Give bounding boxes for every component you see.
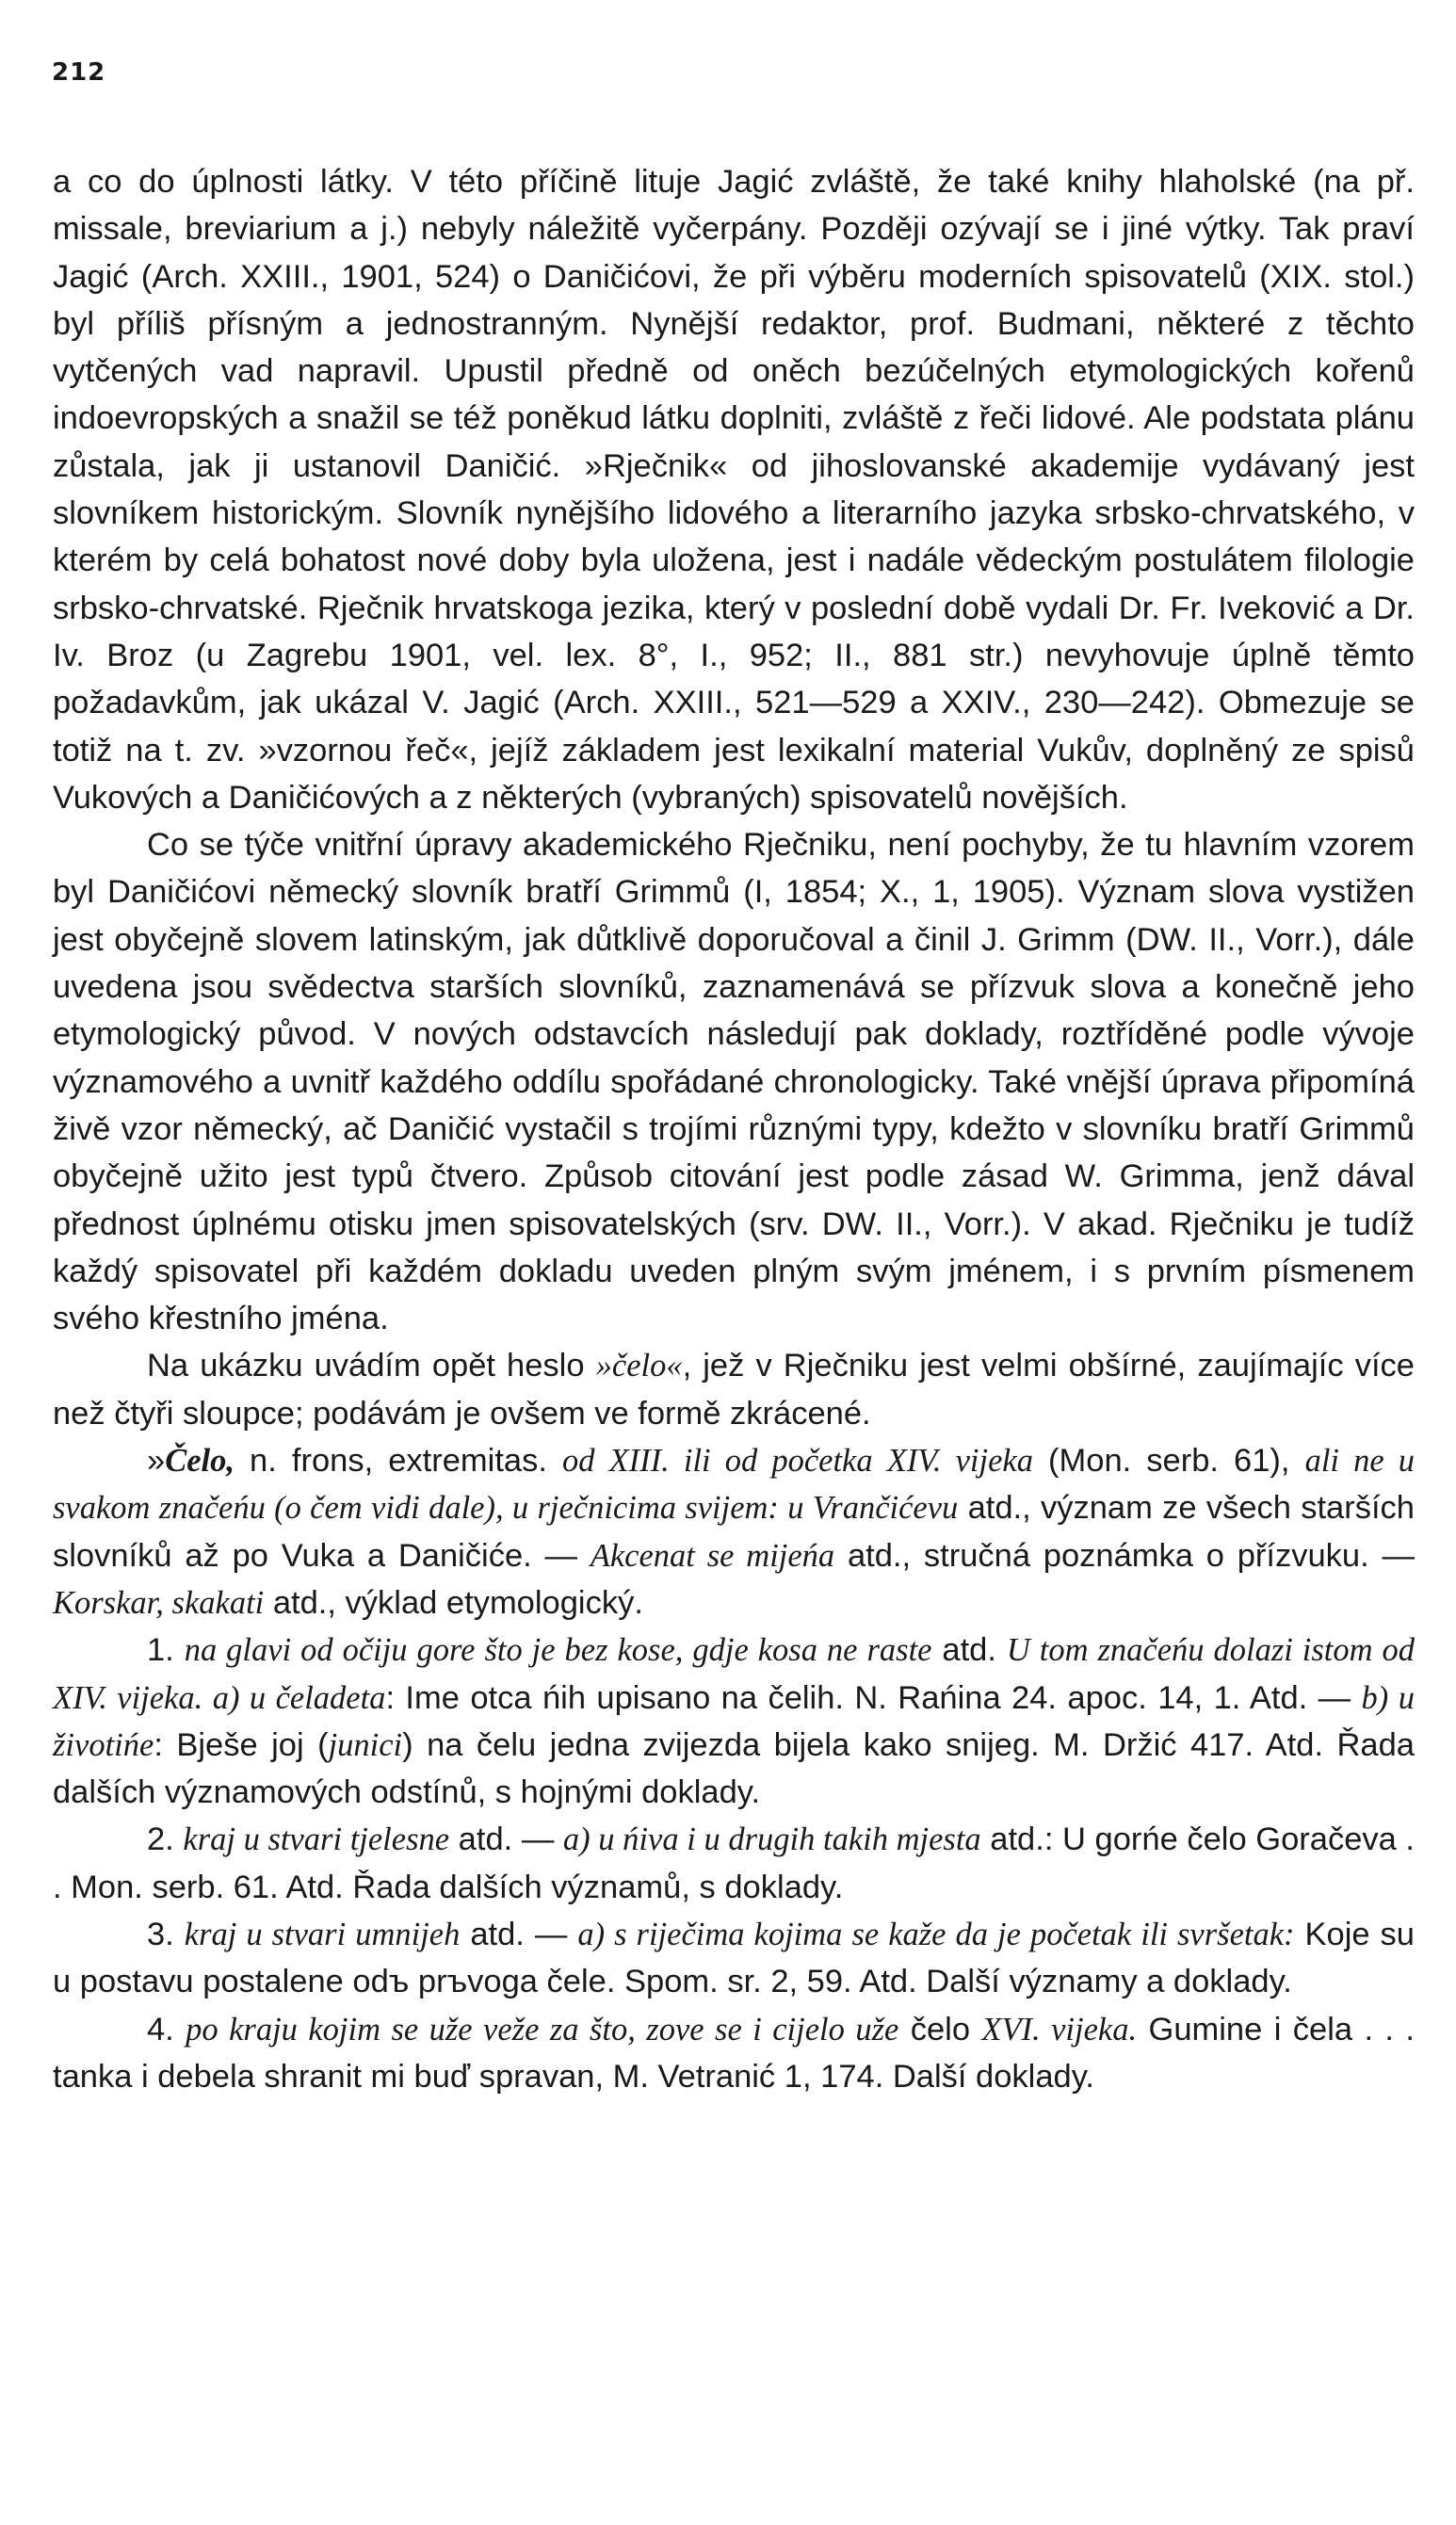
text-run: atd.: U gorńe čelo Goračeva . . Mon. serb. 61. Atd. Řada dalších významů, s doklady. [53, 1821, 1416, 1905]
text-run: atd. [931, 1632, 1007, 1669]
text-run: XVI. vijeka. [981, 2011, 1138, 2048]
text-run: : Ime otca ńih upisano na čelih. N. Rańina 24. apoc. 14, 1. Atd. — [385, 1679, 1362, 1716]
text-run: Čelo, [165, 1443, 235, 1480]
text-run: a co do úplnosti látky. V této příčině lituje Jagić zvláště, že také knihy hlaholské (na př. missale, breviarium a j.) nebyly náležitě vyčerpány. Později ozývají se i jiné výtky. Tak praví Jagić (Arch. XXIII., 1901, 524) o Daničićovi, že při výběru moderních spisovatelů (XIX. stol.) byl příliš přísným a jednostranným. Nynější redaktor, prof. Budmani, některé z těchto vytčených vad napravil. Upustil předně od oněch bezúčelných etymologických kořenů indoevropských a snažil se též poněkud látku doplniti, zvláště z řeči lidové. Ale podstata plánu zůstala, jak ji ustanovil Daničić. »Rječnik« od jihoslovanské akademije vydávaný jest slovníkem historickým. Slovník nynějšího lidového a literarního jazyka srbsko-chrvatského, v kterém by celá bohatost nové doby byla uložena, jest i nadále vědeckým postulátem filologie srbsko-chrvatské. Rječnik hrvatskoga jezika, který v poslední době vydali Dr. Fr. Iveković a Dr. Iv. Broz (u Zagrebu 1901, vel. lex. 8°, I., 952; II., 881 str.) nevyhovuje úplně těmto požadavkům, jak ukázal V. Jagić (Arch. XXIII., 521—529 a XXIV., 230—242). Obmezuje se totiž na t. zv. »vzornou řeč«, jejíž základem jest lexikalní material Vukův, doplněný ze spisů Vukových a Daničićových a z některých (vybraných) spisovatelů novějších. [53, 164, 1415, 816]
text-run: »čelo« [595, 1348, 683, 1384]
text-run: a) s riječima kojima se kaže da je početak ili svršetak: [577, 1916, 1295, 1952]
paragraph-8 [53, 2006, 1415, 2101]
text-run: Akcenat se mijeńa [590, 1537, 835, 1574]
paragraph-6 [53, 1816, 1415, 1911]
text-run: atd., význam ze všech starších slovníků až po Vuka a Daničiće. — [53, 1490, 1415, 1574]
text-run: : Bješe joj ( [154, 1726, 329, 1763]
text-run: junici [328, 1726, 403, 1763]
text-run: , jež v Rječniku jest velmi obšírné, zaujímajíc více než čtyři sloupce; podávám je ovšem ve formě zkrácené. [53, 1348, 1415, 1432]
text-run: atd., výklad etymologický. [264, 1584, 643, 1621]
text-run: kraj u stvari tjelesne [183, 1821, 450, 1858]
text-run: čelo [898, 2011, 982, 2048]
paragraph-1 [53, 158, 1415, 821]
text-run: a) u ńiva i u drugih takih mjesta [562, 1821, 981, 1858]
text-run: atd. — [460, 1916, 578, 1952]
text-run: » [147, 1443, 166, 1480]
text-run: ali ne u svakom značeńu (o čem vidi dale), u rječnicima svijem: u Vrančićevu [53, 1443, 1415, 1527]
text-run: 1. [147, 1632, 185, 1669]
paragraph-7 [53, 1911, 1415, 2006]
text-run: Na ukázku uvádím opět heslo [147, 1348, 596, 1384]
text-run: po kraju kojim se uže veže za što, zove se i cijelo uže [186, 2011, 899, 2048]
text-run: atd., stručná poznámka o přízvuku. — [834, 1537, 1415, 1574]
text-run: na glavi od očiju gore što je bez kose, gdje kosa ne raste [184, 1632, 932, 1669]
body-text [53, 158, 1415, 2100]
text-run: atd. — [449, 1821, 563, 1858]
paragraph-2 [53, 821, 1415, 1342]
text-run: (Mon. serb. 61), [1032, 1443, 1305, 1480]
text-run: Koje su u postavu postalene odъ prъvoga čele. Spom. sr. 2, 59. Atd. Další významy a doklady. [53, 1916, 1415, 2000]
text-run: n. frons, extremitas. [234, 1443, 562, 1480]
text-run: Co se týče vnitřní úpravy akademického Rječniku, není pochyby, že tu hlavním vzorem byl Daničićovi německý slovník bratří Grimmů (I, 1854; X., 1, 1905). Význam slova vystižen jest obyčejně slovem latinským, jak důtklivě doporučoval a činil J. Grimm (DW. II., Vorr.), dále uvedena jsou svědectva starších slovníků, zaznamenává se přízvuk slova a konečně jeho etymologický původ. V nových odstavcích následují pak doklady, roztříděné podle vývoje významového a uvnitř každého oddílu spořádané chronologicky. Také vnější úprava připomíná živě vzor německý, ač Daničić vystačil s trojími různými typy, kdežto v slovníku bratří Grimmů obyčejně užito jest typů čtvero. Způsob citování jest podle zásad W. Grimma, jenž dával přednost úplnému otisku jmen spisovatelských (srv. DW. II., Vorr.). V akad. Rječniku je tudíž každý spisovatel při každém dokladu uveden plným svým jménem, i s prvním písmenem svého křestního jména. [53, 827, 1415, 1337]
text-run: b) u životińe [53, 1679, 1415, 1763]
text-run: 3. [147, 1916, 185, 1952]
text-run: ) na čelu jedna zvijezda bijela kako snijeg. M. Držić 417. Atd. Řada dalších významových odstínů, s hojnými doklady. [53, 1726, 1415, 1811]
text-run: 2. [147, 1821, 184, 1858]
paragraph-4 [53, 1437, 1415, 1627]
text-run: kraj u stvari umnijeh [184, 1916, 461, 1952]
paragraph-3 [53, 1342, 1415, 1437]
text-run: U tom značeńu dolazi istom od XIV. vijeka. a) u čeladeta [53, 1632, 1416, 1716]
paragraph-5 [53, 1627, 1415, 1816]
text-run: od XIII. ili od početka XIV. vijeka [562, 1443, 1033, 1480]
page-number: 212 [52, 58, 106, 87]
text-run: 4. [147, 2011, 186, 2048]
text-run: Gumine i čela . . . tanka i debela shranit mi buď spravan, M. Vetranić 1, 174. Další doklady. [53, 2011, 1415, 2095]
text-run: Korskar, skakati [53, 1584, 265, 1621]
